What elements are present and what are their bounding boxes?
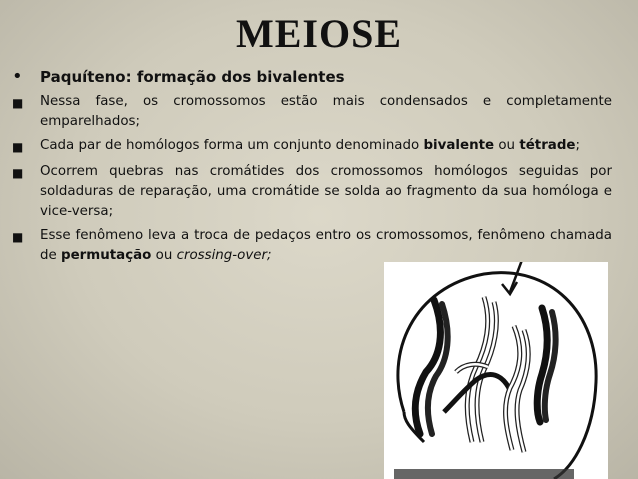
bullet-text: Ocorrem quebras nas cromátides dos cromossomos homólogos seguidas por soldaduras de reparação, uma cromátide se solda ao fragmento da sua homóloga e vice-versa; bbox=[40, 164, 612, 219]
bullet-list bbox=[12, 66, 612, 270]
text-segment: ; bbox=[575, 138, 581, 153]
term-bivalente: bivalente bbox=[423, 138, 495, 153]
square-bullet-icon: ■ bbox=[12, 96, 24, 110]
text-segment: Cada par de homólogos forma um conjunto denominado bbox=[40, 138, 424, 153]
bullet-text bbox=[40, 136, 580, 156]
bullet-heading: Paquíteno: formação dos bivalentes bbox=[40, 68, 345, 86]
text-segment: ou bbox=[151, 248, 177, 263]
bullet-item-quebras bbox=[12, 162, 612, 222]
bullet-item-permutacao bbox=[12, 226, 612, 266]
text-segment: ou bbox=[494, 138, 520, 153]
bullet-item-paquiteno bbox=[12, 66, 612, 88]
square-bullet-icon: ■ bbox=[12, 140, 24, 154]
slide-title: MEIOSE bbox=[235, 11, 403, 56]
text-segment: Esse fenômeno leva a troca de pedaços entro os cromossomos, fenômeno chamada de bbox=[40, 228, 612, 263]
round-bullet-icon: • bbox=[12, 66, 23, 87]
bullet-item-bivalente bbox=[12, 136, 612, 158]
bullet-text bbox=[40, 226, 612, 266]
term-crossing-over: crossing-over; bbox=[176, 248, 272, 263]
bullet-item-condensados bbox=[12, 92, 612, 132]
term-permutacao: permutação bbox=[61, 248, 152, 263]
term-tetrade: tétrade bbox=[519, 138, 576, 153]
bullet-text: Nessa fase, os cromossomos estão mais condensados e completamente emparelhados; bbox=[40, 94, 612, 129]
paquiteno-chromosomes-illustration bbox=[384, 262, 608, 479]
square-bullet-icon: ■ bbox=[12, 230, 24, 244]
square-bullet-icon: ■ bbox=[12, 166, 24, 180]
cell-drawing-icon bbox=[384, 262, 608, 479]
